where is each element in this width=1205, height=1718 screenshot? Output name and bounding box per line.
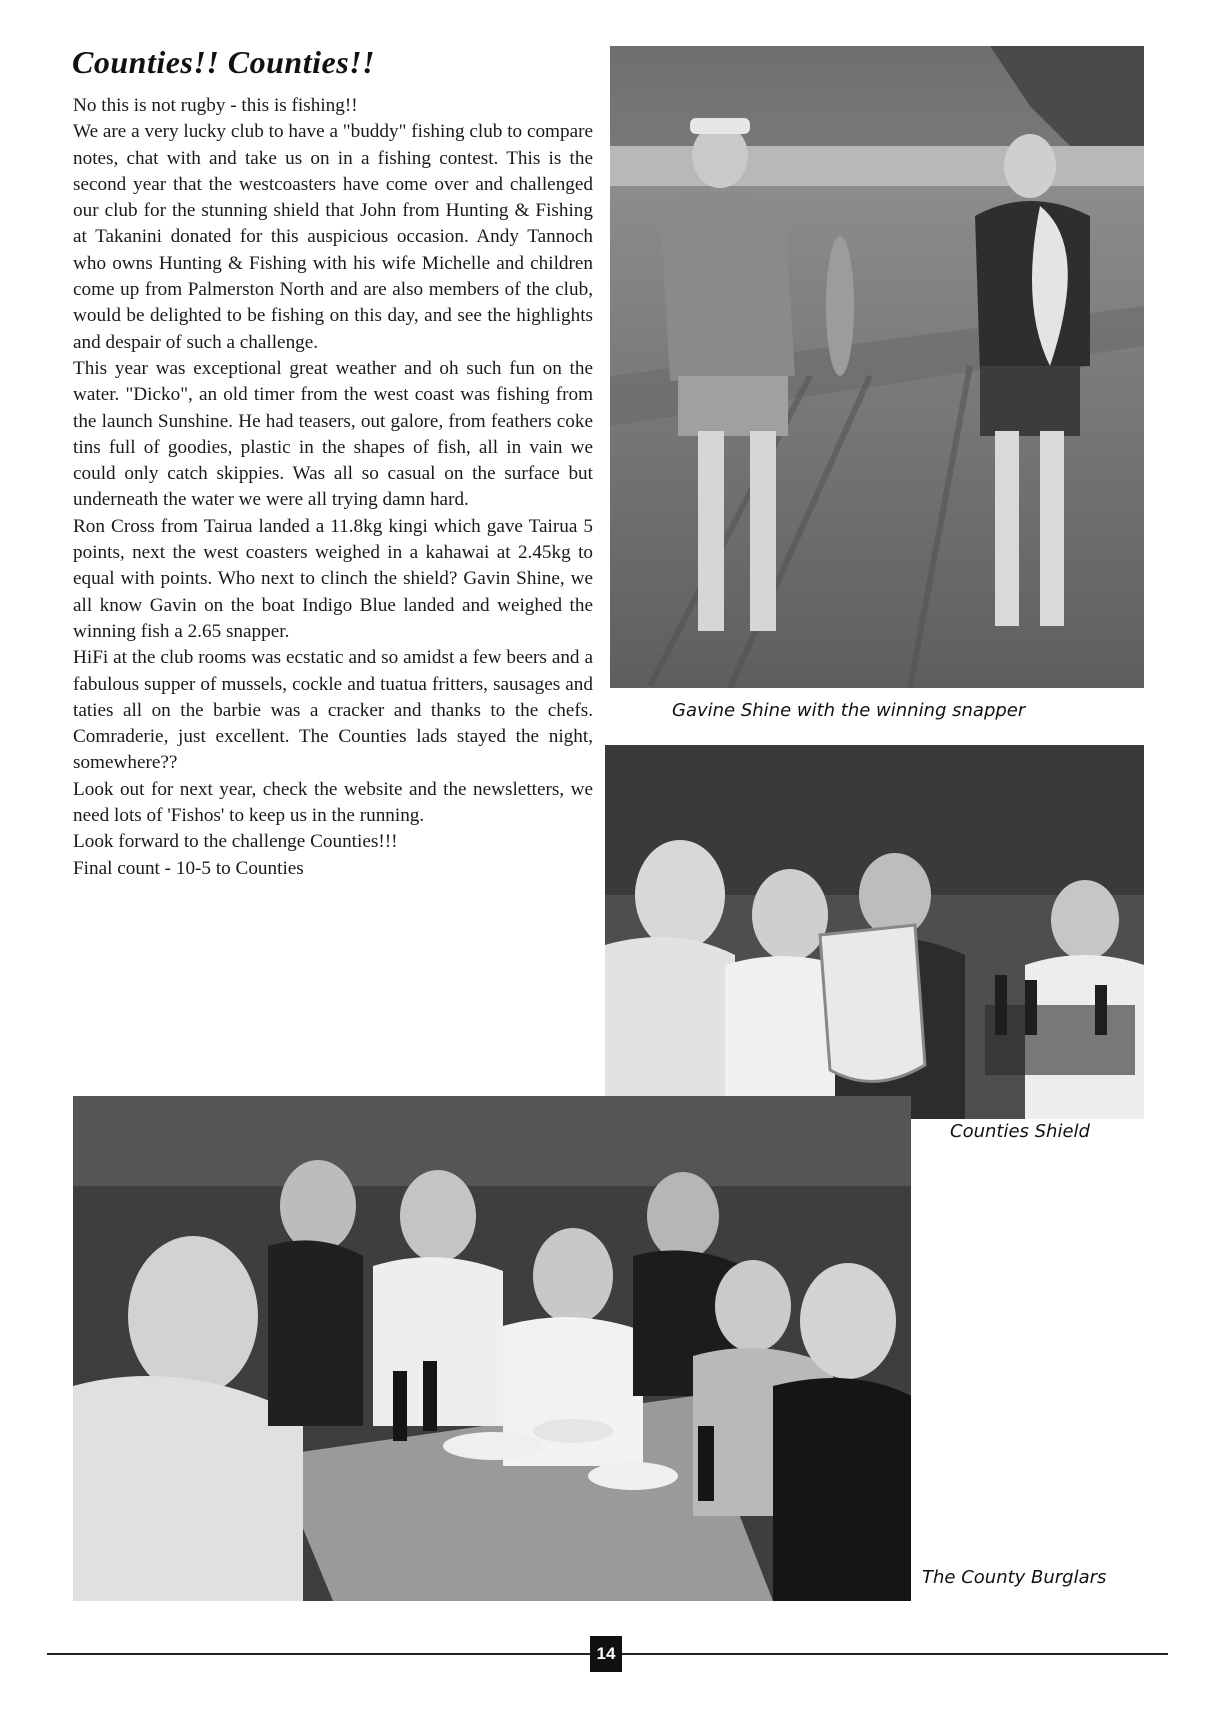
article-paragraph: We are a very lucky club to have a "buddy" fishing club to compare notes, chat with and take us on in a fishing contest. This is the second year that the westcoasters have come over and challenged our club for the stunning shield that John from Hunting & Fishing at Takanini donated for this auspicious occasion. Andy Tannoch who owns Hunting & Fishing with his wife Michelle and children come up from Palmerston North and are also members of the club, would be delighted to be fishing on this day, and see the highlights and despair of such a challenge. [73,121,593,353]
footer-rule-left [47,1653,590,1655]
caption-counties-shield: Counties Shield [950,1121,1090,1142]
article-paragraph: Look out for next year, check the website and the newsletters, we need lots of 'Fishos' to keep us in the running. [73,778,593,827]
article-body [73,93,593,882]
caption-county-burglars: The County Burglars [922,1567,1107,1588]
photo-counties-shield [605,745,1144,1119]
article-paragraph: HiFi at the club rooms was ecstatic and so amidst a few beers and a fabulous supper of mussels, cockle and tuatua fritters, sausages and taties all on the barbie was a cracker and thanks to the chefs. Comraderie, just excellent. The Counties lads stayed the night, somewhere?? [73,647,593,774]
page-number: 14 [590,1636,622,1672]
article-paragraph: Final count - 10-5 to Counties [73,857,304,879]
photo-winning-snapper [610,46,1144,688]
footer-rule-right [622,1653,1168,1655]
article-paragraph: No this is not rugby - this is fishing!! [73,95,358,116]
article-paragraph: Ron Cross from Tairua landed a 11.8kg kingi which gave Tairua 5 points, next the west coasters weighed in a kahawai at 2.45kg to equal with points. Who next to clinch the shield? Gavin Shine, we all know Gavin on the boat Indigo Blue landed and weighed the winning fish a 2.65 snapper. [73,515,593,642]
article-title: Counties!! Counties!! [72,44,376,80]
photo-county-burglars [73,1096,911,1601]
caption-winning-snapper: Gavine Shine with the winning snapper [672,700,1026,721]
article-paragraph: This year was exceptional great weather and oh such fun on the water. "Dicko", an old timer from the west coast was fishing from the launch Sunshine. He had teasers, out galore, from feathers coke tins full of goodies, plastic in the shapes of fish, all in vain we could only catch skippies. Was all so casual on the surface but underneath the water we were all trying damn hard. [73,357,593,511]
article-paragraph: Look forward to the challenge Counties!!! [73,831,398,853]
